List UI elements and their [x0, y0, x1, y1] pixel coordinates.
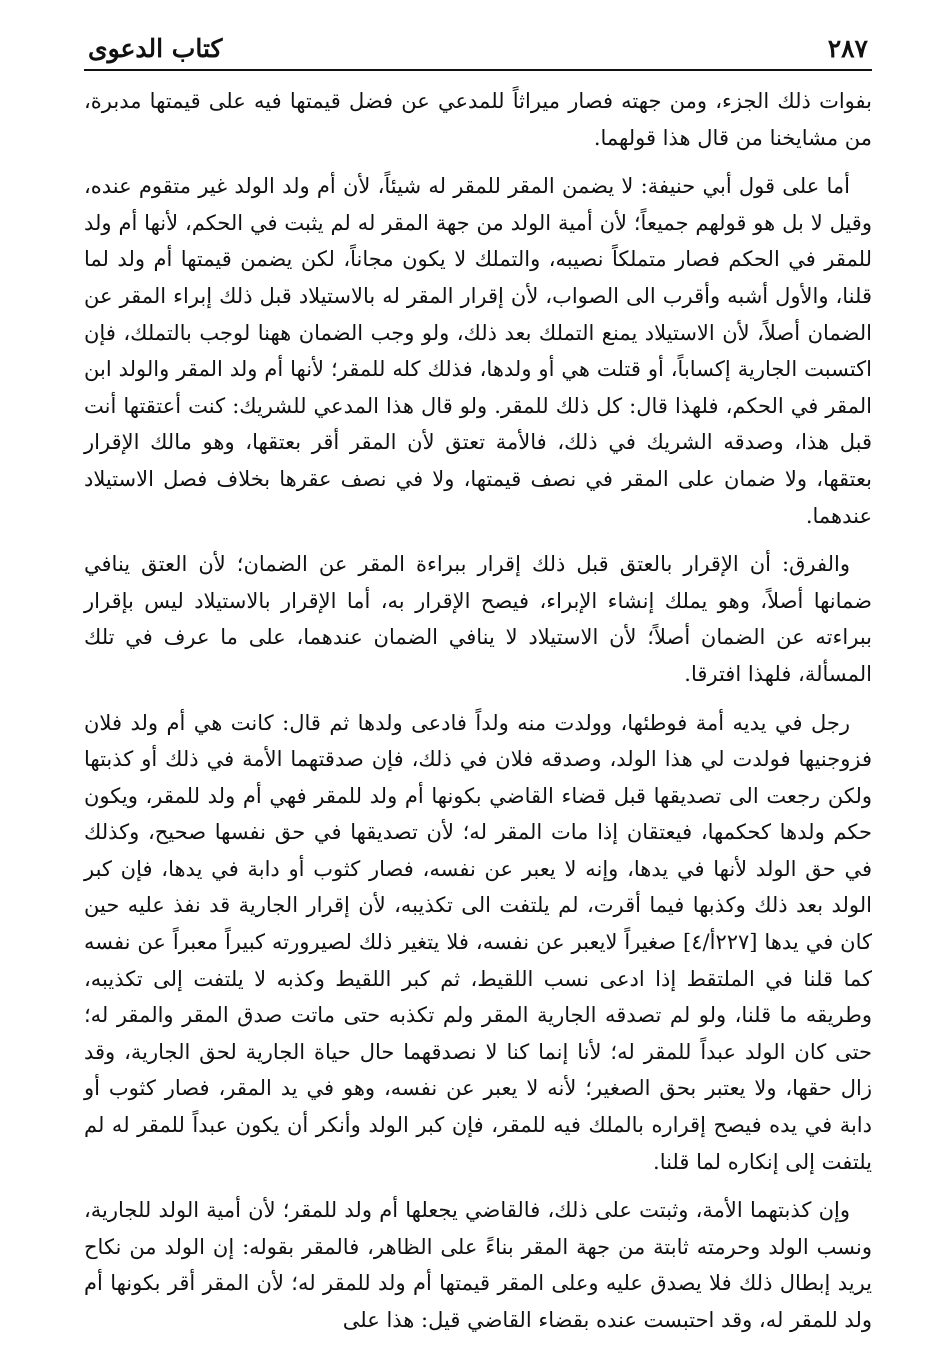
paragraph: أما على قول أبي حنيفة: لا يضمن المقر للمقر له شيئاً، لأن أم ولد الولد غير متقوم عنده، وقيل لا بل هو قولهم جميعاً؛ لأن أمية الولد من جهة المقر له لم يثبت في الحكم، لأنها أم ولد للمقر في الحكم فصار متملكاً نصيبه، والتملك لا يكون مجاناً، لكن يضمن قيمتها أم ولد لما قلنا، والأول أشبه وأقرب الى الصواب، لأن إقرار المقر له بالاستيلاد قبل ذلك إبراء المقر عن الضمان أصلاً، لأن الاستيلاد يمنع التملك بعد ذلك، ولو وجب الضمان ههنا لوجب بالتملك، فإن اكتسبت الجارية إكساباً، أو قتلت هي أو ولدها، فذلك كله للمقر؛ لأنها أم ولد المقر والولد ابن المقر في الحكم، فلهذا قال: كل ذلك للمقر. ولو قال هذا المدعي للشريك: كنت أعتقتها أنت قبل هذا، وصدقه الشريك في ذلك، فالأمة تعتق لأن المقر أقر بعتقها، وهو مالك الإقرار بعتقها، ولا ضمان على المقر في نصف قيمتها، ولا في نصف عقرها بخلاف فصل الاستيلاد عندهما.: [84, 174, 872, 528]
running-title: كتاب الدعوى: [88, 34, 223, 63]
page-header: [84, 34, 872, 71]
paragraph: وإن كذبتهما الأمة، وثبتت على ذلك، فالقاضي يجعلها أم ولد للمقر؛ لأن أمية الولد للجارية، ونسب الولد وحرمته ثابتة من جهة المقر بناءً على الظاهر، فالمقر بقوله: إن الولد من نكاح يريد إبطال ذلك فلا يصدق عليه وعلى المقر قيمتها أم ولد للمقر له؛ لأن المقر أقر بكونها أم ولد للمقر له، وقد احتبست عنده بقضاء القاضي قيل: هذا على: [84, 1198, 872, 1332]
paragraph: بفوات ذلك الجزء، ومن جهته فصار ميراثاً للمدعي عن فضل قيمتها فيه على قيمتها مدبرة، من مشايخنا من قال هذا قولهما.: [84, 89, 872, 150]
body-text: [84, 83, 872, 1339]
paragraph: رجل في يديه أمة فوطئها، وولدت منه ولداً فادعى ولدها ثم قال: كانت هي أم ولد فلان فزوجنيها فولدت لي هذا الولد، وصدقه فلان في ذلك، فإن صدقتهما الأمة في ذلك أو كذبتها ولكن رجعت الى تصديقها قبل قضاء القاضي بكونها أم ولد للمقر فهي أم ولد للمقر، ويكون حكم ولدها كحكمها، فيعتقان إذا مات المقر له؛ لأن تصديقها في حق نفسها صحيح، وكذلك في حق الولد لأنها في يدها، وإنه لا يعبر عن نفسه، فصار كثوب أو دابة في يدها، فإن كبر الولد بعد ذلك وكذبها فيما أقرت، لم يلتفت الى تكذيبه، لأن إقرار الجارية قد نفذ عليه حين كان في يدها [٢٢٧أ/٤] صغيراً لايعبر عن نفسه، فلا يتغير ذلك لصيرورته كبيراً معبراً عن نفسه كما قلنا في الملتقط إذا ادعى نسب اللقيط، ثم كبر اللقيط وكذبه لا يلتفت إلى تكذيبه، وطريقه ما قلنا، ولو لم تصدقه الجارية المقر ولم تكذبه حتى ماتت صدق المقر والمقر له؛ حتى كان الولد عبداً للمقر له؛ لأنا إنما كنا لا نصدقهما حال حياة الجارية لحق الجارية، وقد زال حقها، ولا يعتبر بحق الصغير؛ لأنه لا يعبر عن نفسه، وهو في يد المقر، فصار كثوب أو دابة في يده فيصح إقراره بالملك فيه للمقر، فإن كبر الولد وأنكر أن يكون عبداً للمقر له لم يلتفت إلى إنكاره لما قلنا.: [84, 710, 873, 1174]
paragraph: والفرق: أن الإقرار بالعتق قبل ذلك إقرار ببراءة المقر عن الضمان؛ لأن العتق ينافي ضمانها أصلاً، وهو يملك إنشاء الإبراء، فيصح الإقرار به، أما الإقرار بالاستيلاد ليس بإقرار ببراءته عن الضمان أصلاً؛ لأن الاستيلاد لا ينافي الضمان عندهما، على ما عرف في تلك المسألة، فلهذا افترقا.: [84, 552, 872, 686]
page-number: ٢٨٧: [827, 34, 868, 63]
